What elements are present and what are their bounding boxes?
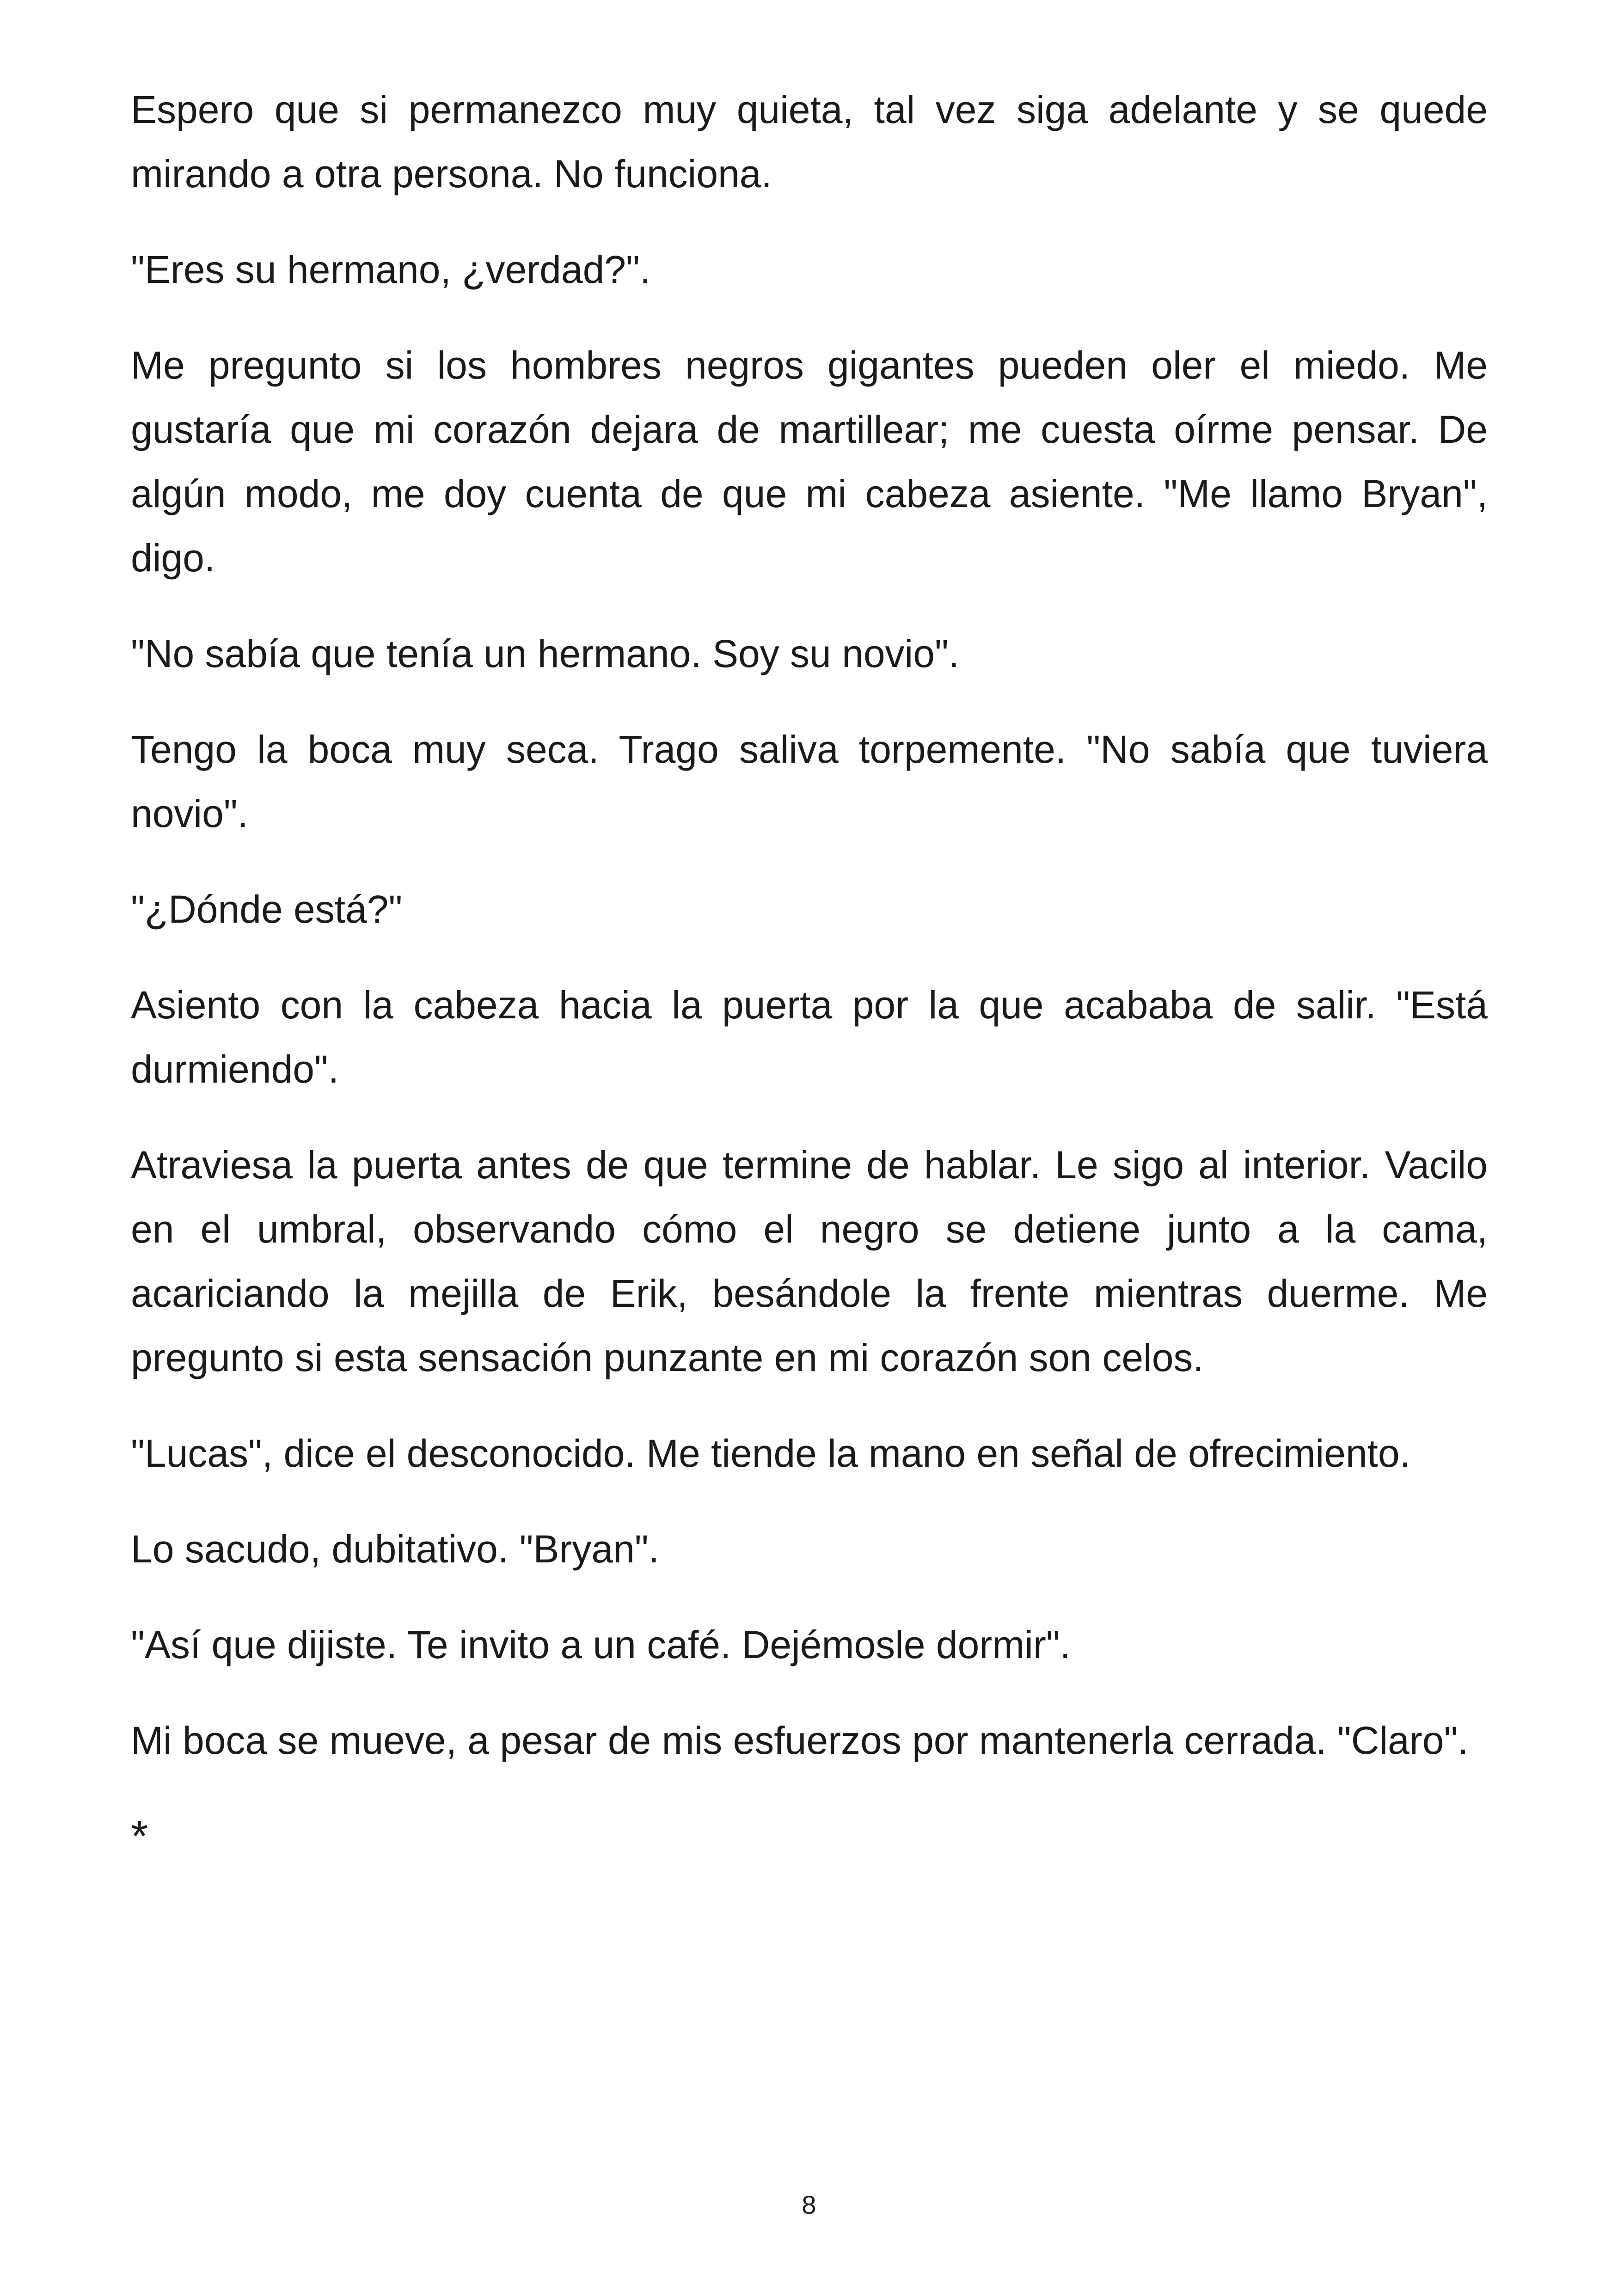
paragraph: Tengo la boca muy seca. Trago saliva torpemente. "No sabía que tuviera novio".: [131, 728, 1488, 835]
paragraph: "Eres su hermano, ¿verdad?".: [131, 248, 651, 291]
paragraph: "No sabía que tenía un hermano. Soy su novio".: [131, 632, 960, 675]
paragraph: Asiento con la cabeza hacia la puerta por la que acababa de salir. "Está durmiendo".: [131, 983, 1488, 1091]
paragraph: Me pregunto si los hombres negros gigantes pueden oler el miedo. Me gustaría que mi corazón dejara de martillear; me cuesta oírme pensar. De algún modo, me doy cuenta de que mi cabeza asiente. "Me llamo Bryan", digo.: [131, 343, 1488, 580]
page-number: 8: [802, 2190, 816, 2219]
paragraph: "¿Dónde está?": [131, 888, 403, 931]
paragraph: "Así que dijiste. Te invito a un café. Dejémosle dormir".: [131, 1623, 1071, 1666]
paragraph: Espero que si permanezco muy quieta, tal vez siga adelante y se quede mirando a otra persona. No funciona.: [131, 88, 1488, 196]
paragraph: Mi boca se mueve, a pesar de mis esfuerzos por mantenerla cerrada. "Claro".: [131, 1719, 1469, 1762]
body-text: [131, 78, 1488, 1868]
scene-break-separator: *: [131, 1812, 148, 1861]
paragraph: "Lucas", dice el desconocido. Me tiende la mano en señal de ofrecimiento.: [131, 1432, 1410, 1475]
paragraph: Atraviesa la puerta antes de que termine de hablar. Le sigo al interior. Vacilo en el umbral, observando cómo el negro se detiene junto a la cama, acariciando la mejilla de Erik, besándole la frente mientras duerme. Me pregunto si esta sensación punzante en mi corazón son celos.: [131, 1143, 1488, 1379]
paragraph: Lo sacudo, dubitativo. "Bryan".: [131, 1527, 659, 1571]
